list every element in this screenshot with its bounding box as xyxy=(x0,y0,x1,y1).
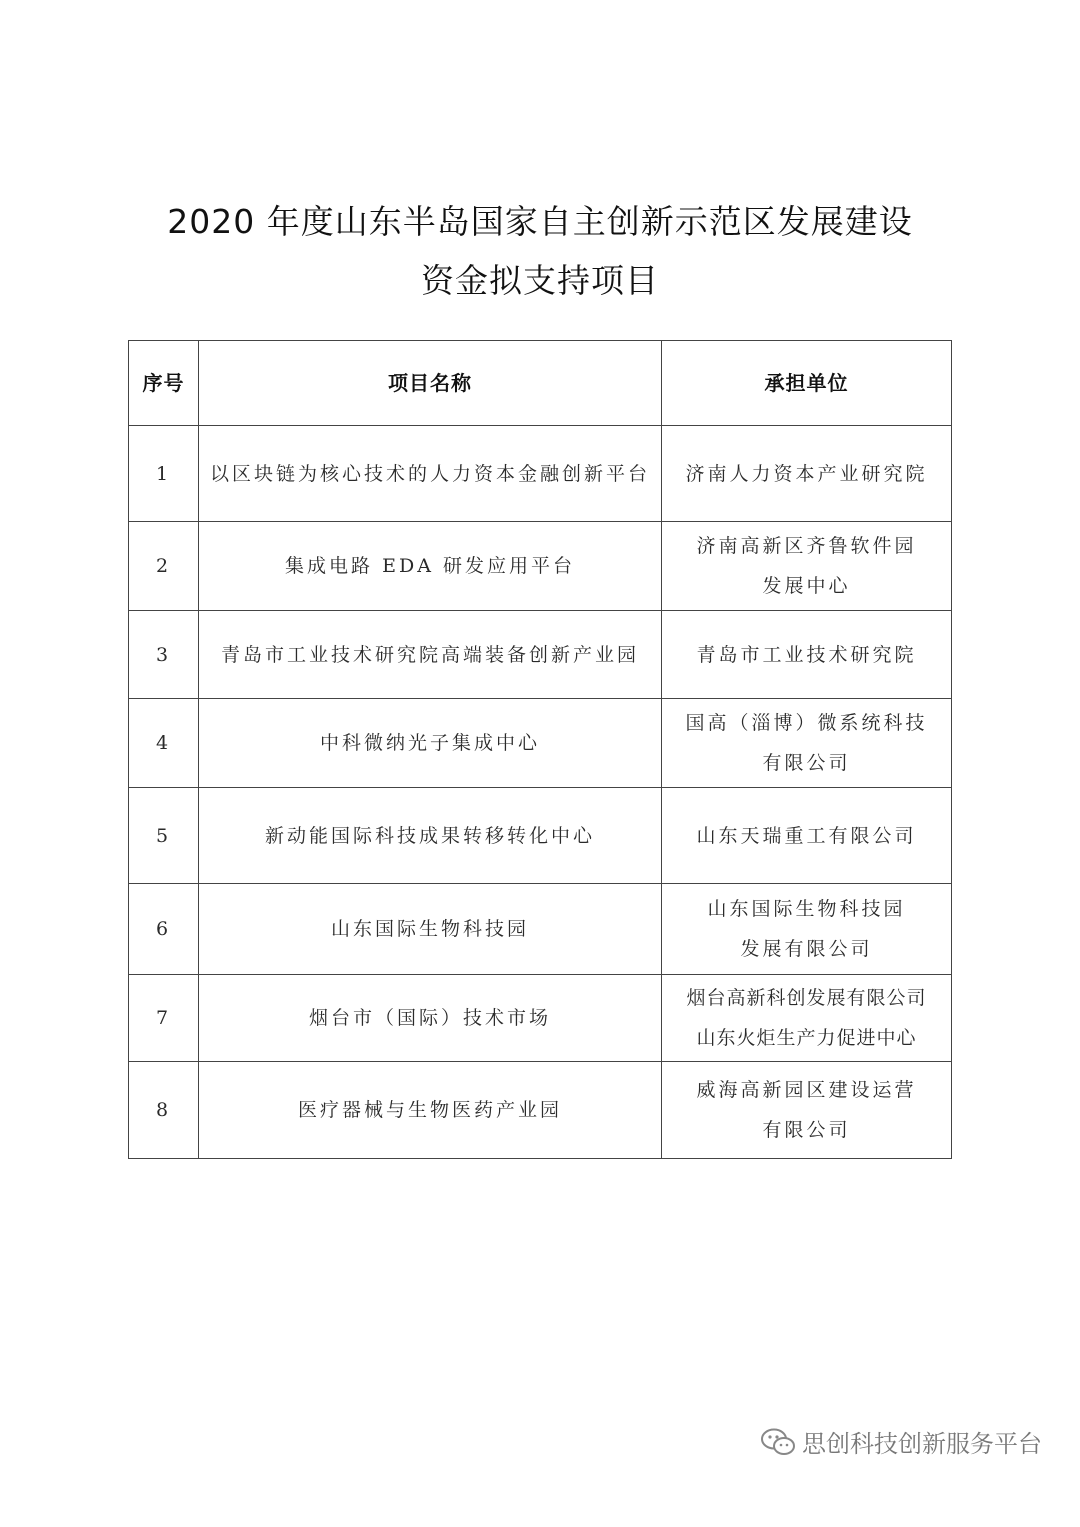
row-unit xyxy=(662,788,952,884)
row-project: 中科微纳光子集成中心 xyxy=(199,699,662,788)
header-unit: 承担单位 xyxy=(662,341,952,426)
unit-line: 威海高新园区建设运营 xyxy=(696,1079,917,1101)
wechat-icon xyxy=(760,1427,796,1457)
row-project: 医疗器械与生物医药产业园 xyxy=(199,1062,662,1159)
table-row xyxy=(129,1062,952,1159)
row-project: 集成电路 EDA 研发应用平台 xyxy=(199,522,662,611)
unit-line: 山东国际生物科技园 xyxy=(707,898,906,920)
unit-line: 发展中心 xyxy=(762,575,851,597)
row-index: 8 xyxy=(129,1062,199,1159)
table-header-row xyxy=(129,341,952,426)
unit-line: 济南高新区齐鲁软件园 xyxy=(696,535,917,557)
row-project: 新动能国际科技成果转移转化中心 xyxy=(199,788,662,884)
unit-line: 山东火炬生产力促进中心 xyxy=(696,1027,917,1049)
watermark xyxy=(760,1424,1042,1459)
table-row xyxy=(129,522,952,611)
unit-line: 发展有限公司 xyxy=(740,938,873,960)
header-index: 序号 xyxy=(129,341,199,426)
row-index: 6 xyxy=(129,884,199,975)
table-row xyxy=(129,699,952,788)
project-table xyxy=(128,340,952,1159)
row-unit xyxy=(662,1062,952,1159)
table-row xyxy=(129,426,952,522)
row-index: 1 xyxy=(129,426,199,522)
row-index: 3 xyxy=(129,611,199,699)
table-row xyxy=(129,975,952,1062)
unit-line: 山东天瑞重工有限公司 xyxy=(696,824,917,847)
header-project-name: 项目名称 xyxy=(199,341,662,426)
row-index: 7 xyxy=(129,975,199,1062)
table-row xyxy=(129,884,952,975)
row-unit xyxy=(662,426,952,522)
row-project: 烟台市（国际）技术市场 xyxy=(199,975,662,1062)
document-title-line-1: 2020 年度山东半岛国家自主创新示范区发展建设 xyxy=(167,202,913,241)
watermark-text: 思创科技创新服务平台 xyxy=(802,1430,1042,1458)
unit-line: 济南人力资本产业研究院 xyxy=(685,462,928,485)
row-index: 2 xyxy=(129,522,199,611)
row-project: 山东国际生物科技园 xyxy=(199,884,662,975)
row-index: 5 xyxy=(129,788,199,884)
table-row xyxy=(129,611,952,699)
unit-line: 国高（淄博）微系统科技 xyxy=(685,712,928,734)
row-unit xyxy=(662,522,952,611)
row-unit xyxy=(662,884,952,975)
table-row xyxy=(129,788,952,884)
row-unit xyxy=(662,975,952,1062)
row-unit xyxy=(662,611,952,699)
row-unit xyxy=(662,699,952,788)
unit-line: 有限公司 xyxy=(762,752,851,774)
row-index: 4 xyxy=(129,699,199,788)
document-title-line-2: 资金拟支持项目 xyxy=(421,261,659,300)
unit-line: 烟台高新科创发展有限公司 xyxy=(686,987,927,1009)
row-project: 青岛市工业技术研究院高端装备创新产业园 xyxy=(199,611,662,699)
unit-line: 有限公司 xyxy=(762,1119,851,1141)
row-project: 以区块链为核心技术的人力资本金融创新平台 xyxy=(199,426,662,522)
unit-line: 青岛市工业技术研究院 xyxy=(696,643,917,666)
